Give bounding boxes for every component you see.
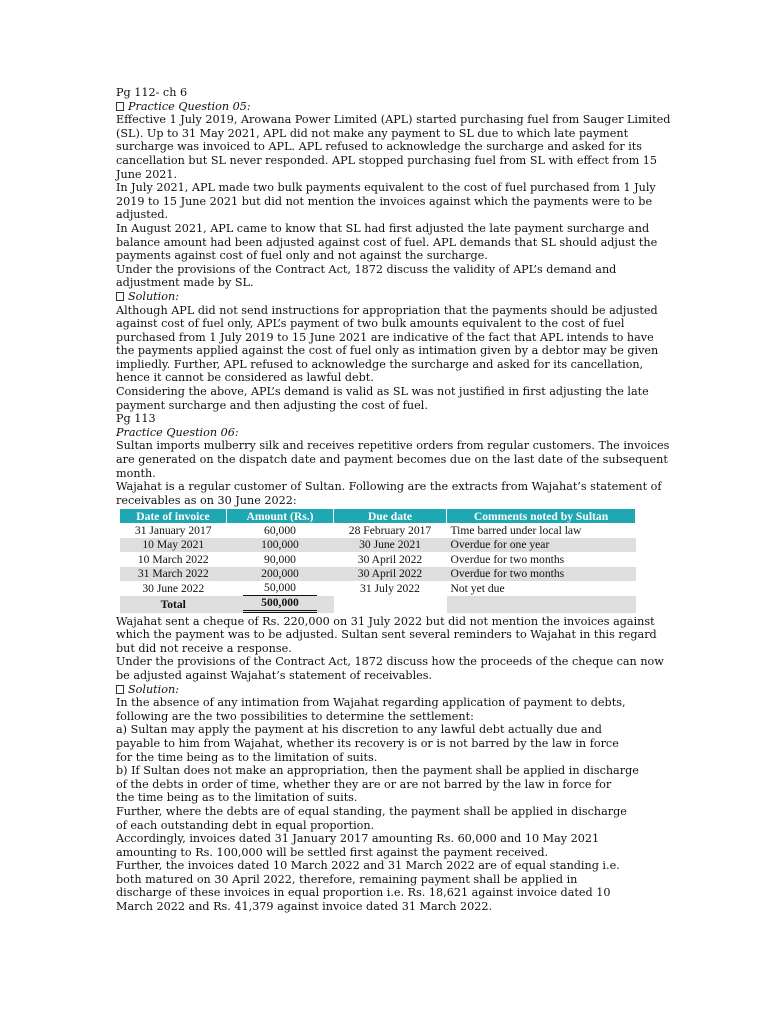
column-header: Date of invoice xyxy=(120,509,227,523)
paragraph xyxy=(116,181,656,222)
paragraph xyxy=(116,263,636,290)
empty-cell xyxy=(447,596,636,613)
q05-question xyxy=(116,113,671,290)
text-line: both matured on 30 April 2022, therefore, remaining payment shall be applied in xyxy=(116,872,578,886)
q06-solution-heading: Solution: xyxy=(116,683,636,697)
text-line: June 2021. xyxy=(116,167,178,181)
table-cell: 200,000 xyxy=(227,567,334,582)
text-line: amounting to Rs. 100,000 will be settled first against the payment received. xyxy=(116,845,549,859)
table-cell: Overdue for two months xyxy=(450,552,565,566)
checkbox-glyph-icon xyxy=(116,292,124,301)
text-line: payable to him from Wajahat, whether its recovery is or is not barred by the law in force xyxy=(116,736,619,750)
text-line: In the absence of any intimation from Wajahat regarding application of payment to debts, xyxy=(116,696,626,710)
table-cell: 30 June 2022 xyxy=(142,581,205,595)
text-line: balance amount had been adjusted against cost of fuel. APL demands that SL should adjust the xyxy=(116,235,658,249)
table-header-row xyxy=(120,509,636,523)
total-label: Total xyxy=(120,596,227,613)
q06-after-table xyxy=(116,614,664,683)
text-line: Considering the above, APL’s demand is valid as SL was not justified in first adjusting the late xyxy=(116,385,649,399)
text-line: be adjusted against Wajahat’s statement of receivables. xyxy=(116,668,433,682)
text-line: Wajahat is a regular customer of Sultan. Following are the extracts from Wajahat’s statement of xyxy=(116,480,662,494)
table-cell: 28 February 2017 xyxy=(348,523,432,537)
table-row xyxy=(120,581,636,596)
table-cell: 10 March 2022 xyxy=(137,552,209,566)
table-row xyxy=(120,552,636,567)
table-cell: 100,000 xyxy=(227,538,334,553)
paragraph xyxy=(116,859,636,913)
text-line: In August 2021, APL came to know that SL had first adjusted the late payment surcharge and xyxy=(116,221,650,235)
paragraph xyxy=(116,805,636,832)
paragraph xyxy=(116,221,658,263)
q05-solution-heading: Solution: xyxy=(116,290,636,304)
text-line: following are the two possibilities to determine the settlement: xyxy=(116,709,474,723)
table-cell: 31 July 2022 xyxy=(360,581,420,595)
text-line: adjustment made by SL. xyxy=(116,276,254,290)
text-line: which the payment was to be adjusted. Sultan sent several reminders to Wajahat in this regard xyxy=(116,628,657,642)
text-line: discharge of these invoices in equal proportion i.e. Rs. 18,621 against invoice dated 10 xyxy=(116,886,611,900)
table-row xyxy=(120,538,636,553)
table-cell: 30 April 2022 xyxy=(357,552,423,566)
q06-solution xyxy=(116,696,639,914)
table-cell: 30 June 2021 xyxy=(334,538,447,553)
paragraph xyxy=(116,764,639,805)
checkbox-glyph-icon xyxy=(116,685,124,694)
text-line: Under the provisions of the Contract Act, 1872 discuss the validity of APL’s demand and xyxy=(116,262,617,276)
table-cell xyxy=(227,581,334,596)
text-line: impliedly. Further, APL refused to acknowledge the surcharge and asked for its cancellation, xyxy=(116,357,644,371)
text-line: payment surcharge and then adjusting the cost of fuel. xyxy=(116,398,428,412)
text-line: against cost of fuel only, APL’s payment of two bulk amounts equivalent to the cost of fuel xyxy=(116,317,625,331)
q06-heading: Practice Question 06: xyxy=(116,425,239,439)
q05-heading: Practice Question 05: xyxy=(116,100,636,114)
text-line: Accordingly, invoices dated 31 January 2017 amounting Rs. 60,000 and 10 May 2021 xyxy=(116,832,600,846)
amount-value: 50,000 xyxy=(243,581,317,596)
paragraph xyxy=(116,303,659,386)
paragraph xyxy=(116,480,662,507)
text-line: the time being as to the limitation of suits. xyxy=(116,791,358,805)
text-line: hence it cannot be considered as lawful debt. xyxy=(116,371,374,385)
table-cell: Overdue for two months xyxy=(447,567,636,582)
text-line: Although APL did not send instructions for appropriation that the payments should be adjusted xyxy=(116,303,658,317)
table-row xyxy=(120,523,636,538)
text-line: but did not receive a response. xyxy=(116,641,292,655)
text-line: Effective 1 July 2019, Arowana Power Limited (APL) started purchasing fuel from Sauger Limited xyxy=(116,113,671,127)
text-line: b) If Sultan does not make an appropriation, then the payment shall be applied in discharge xyxy=(116,764,639,778)
page-header: Pg 112- ch 6 xyxy=(116,86,188,99)
table-cell: Time barred under local law xyxy=(450,523,582,537)
text-line: Sultan imports mulberry silk and receives repetitive orders from regular customers. The invoices xyxy=(116,439,670,453)
paragraph xyxy=(116,113,671,181)
paragraph xyxy=(116,696,636,723)
paragraph xyxy=(116,723,636,764)
text-line: of each outstanding debt in equal proportion. xyxy=(116,818,375,832)
paragraph xyxy=(116,655,664,682)
paragraph xyxy=(116,832,636,859)
page-marker: Pg 113 xyxy=(116,412,156,426)
table-cell: 60,000 xyxy=(264,523,296,537)
text-line: purchased from 1 July 2019 to 15 June 2021 are indicative of the fact that APL intends to have xyxy=(116,330,654,344)
text-line: of the debts in order of time, whether they are or are not barred by the law in force for xyxy=(116,777,612,791)
text-line: March 2022 and Rs. 41,379 against invoice dated 31 March 2022. xyxy=(116,900,493,914)
paragraph xyxy=(116,614,657,656)
paragraph xyxy=(116,439,670,480)
checkbox-glyph-icon xyxy=(116,102,124,111)
table-cell: Not yet due xyxy=(450,581,505,595)
table-cell: 31 March 2022 xyxy=(120,567,227,582)
table-row xyxy=(120,567,636,582)
text-line: are generated on the dispatch date and payment becomes due on the last date of the subsequent xyxy=(116,453,668,467)
empty-cell xyxy=(334,596,447,613)
table-cell: 31 January 2017 xyxy=(134,523,212,537)
text-line: Wajahat sent a cheque of Rs. 220,000 on 31 July 2022 but did not mention the invoices against xyxy=(116,614,655,628)
table-cell: Overdue for one year xyxy=(447,538,636,553)
text-line: 2019 to 15 June 2021 but did not mention the invoices against which the payments were to be xyxy=(116,194,653,208)
document-page xyxy=(116,86,671,914)
text-line: In July 2021, APL made two bulk payments equivalent to the cost of fuel purchased from 1 July xyxy=(116,181,656,195)
table-cell: 30 April 2022 xyxy=(334,567,447,582)
total-value: 500,000 xyxy=(243,596,317,613)
text-line: receivables as on 30 June 2022: xyxy=(116,493,297,507)
text-line: adjusted. xyxy=(116,208,169,222)
q06-question xyxy=(116,439,670,507)
column-header: Amount (Rs.) xyxy=(227,509,334,523)
text-line: Further, where the debts are of equal standing, the payment shall be applied in discharge xyxy=(116,804,627,818)
q05-solution xyxy=(116,303,659,413)
text-line: surcharge was invoiced to APL. APL refused to acknowledge the surcharge and asked for its xyxy=(116,140,643,154)
receivables-table xyxy=(120,509,636,612)
text-line: the payments applied against the cost of fuel only as intimation given by a debtor may be given xyxy=(116,344,659,358)
text-line: cancellation but SL never responded. APL stopped purchasing fuel from SL with effect from 15 xyxy=(116,153,658,167)
table-cell: 90,000 xyxy=(264,552,296,566)
table-total-row xyxy=(120,596,636,613)
text-line: payments against cost of fuel only and not against the surcharge. xyxy=(116,249,488,263)
text-line: for the time being as to the limitation of suits. xyxy=(116,750,378,764)
table-cell: 10 May 2021 xyxy=(120,538,227,553)
text-line: month. xyxy=(116,466,156,480)
total-value-cell xyxy=(227,596,334,613)
paragraph xyxy=(116,385,649,412)
column-header: Comments noted by Sultan xyxy=(447,509,636,523)
text-line: a) Sultan may apply the payment at his discretion to any lawful debt actually due and xyxy=(116,723,602,737)
text-line: Under the provisions of the Contract Act, 1872 discuss how the proceeds of the cheque can now xyxy=(116,655,664,669)
text-line: (SL). Up to 31 May 2021, APL did not make any payment to SL due to which late payment xyxy=(116,126,629,140)
text-line: Further, the invoices dated 10 March 2022 and 31 March 2022 are of equal standing i.e. xyxy=(116,859,620,873)
column-header: Due date xyxy=(334,509,447,523)
